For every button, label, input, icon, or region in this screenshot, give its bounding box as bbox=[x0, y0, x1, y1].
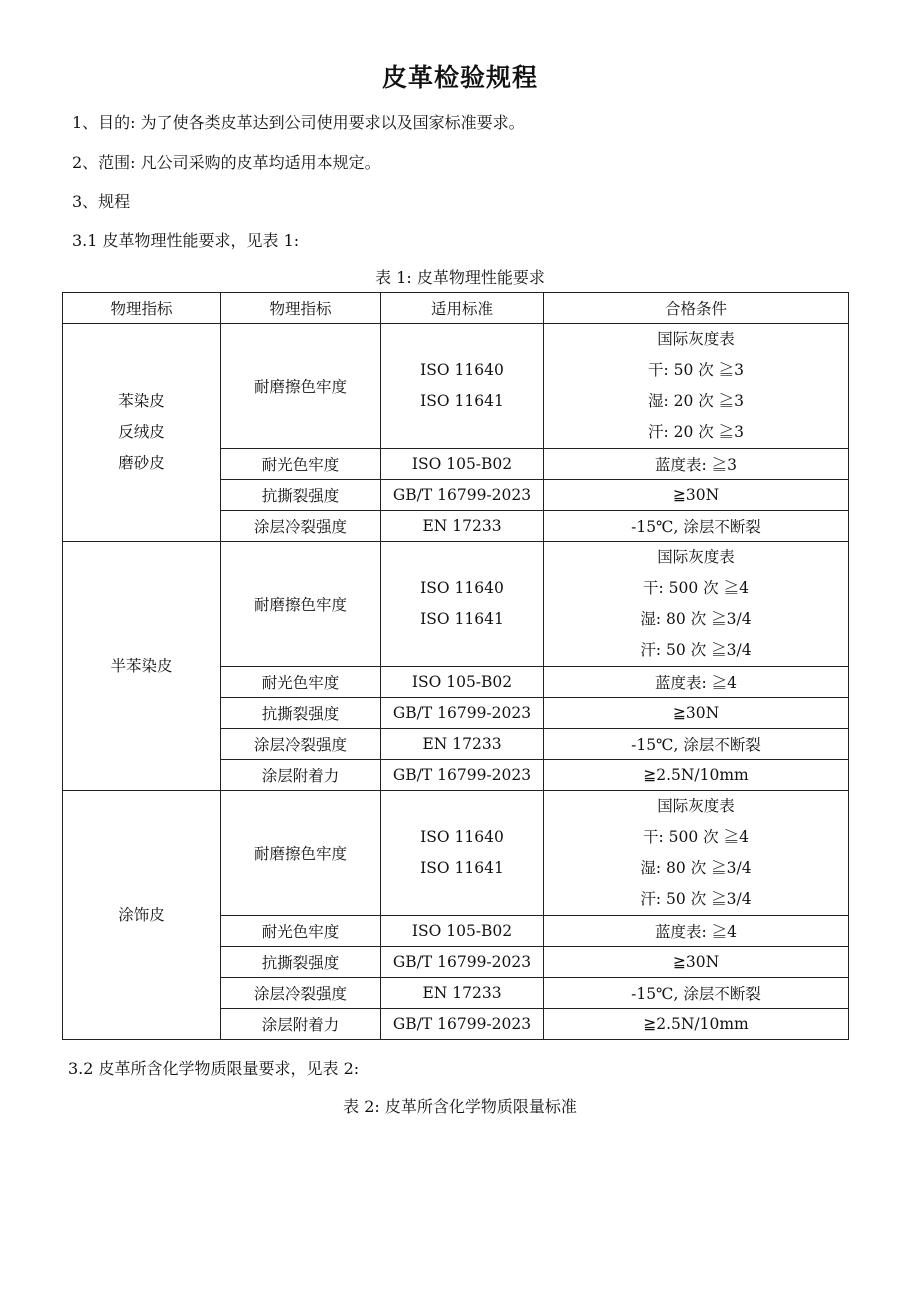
condition-line: 干: 500 次 ≧4 bbox=[643, 828, 749, 846]
item-cell: 抗撕裂强度 bbox=[221, 698, 381, 729]
header-cell: 合格条件 bbox=[544, 293, 849, 324]
category-label: 苯染皮 bbox=[118, 392, 165, 410]
item-cell: 涂层冷裂强度 bbox=[221, 729, 381, 760]
document-title: 皮革检验规程 bbox=[381, 63, 538, 92]
standard-line: ISO 11641 bbox=[420, 859, 504, 877]
condition-line: 国际灰度表 bbox=[657, 548, 735, 566]
table-row bbox=[63, 542, 849, 667]
condition-line: 干: 500 次 ≧4 bbox=[643, 579, 749, 597]
item-cell: 耐磨擦色牢度 bbox=[221, 324, 381, 449]
standard-cell: GB/T 16799-2023 bbox=[381, 698, 544, 729]
condition-line: 湿: 80 次 ≧3/4 bbox=[640, 610, 752, 628]
category-cell bbox=[63, 791, 221, 1040]
category-label: 磨砂皮 bbox=[118, 454, 165, 472]
condition-cell: 蓝度表: ≧3 bbox=[544, 449, 849, 480]
header-cell: 适用标准 bbox=[381, 293, 544, 324]
condition-cell: ≧30N bbox=[544, 947, 849, 978]
condition-line: 国际灰度表 bbox=[657, 330, 735, 348]
table-row bbox=[63, 791, 849, 916]
physical-properties-table bbox=[62, 292, 849, 1040]
standard-cell: GB/T 16799-2023 bbox=[381, 760, 544, 791]
standard-cell: EN 17233 bbox=[381, 511, 544, 542]
condition-cell: 蓝度表: ≧4 bbox=[544, 916, 849, 947]
item-cell: 涂层附着力 bbox=[221, 1009, 381, 1040]
table1-caption: 表 1: 皮革物理性能要求 bbox=[375, 268, 545, 287]
condition-cell: ≧30N bbox=[544, 480, 849, 511]
condition-line: 汗: 50 次 ≧3/4 bbox=[640, 890, 752, 908]
condition-cell: ≧2.5N/10mm bbox=[544, 760, 849, 791]
standard-cell bbox=[381, 542, 544, 667]
condition-line: 国际灰度表 bbox=[657, 797, 735, 815]
category-label: 反绒皮 bbox=[118, 423, 165, 441]
category-label: 半苯染皮 bbox=[110, 656, 173, 675]
purpose-paragraph: 1、目的: 为了使各类皮革达到公司使用要求以及国家标准要求。 bbox=[72, 113, 525, 132]
condition-cell: 蓝度表: ≧4 bbox=[544, 667, 849, 698]
condition-cell: ≧2.5N/10mm bbox=[544, 1009, 849, 1040]
item-cell: 抗撕裂强度 bbox=[221, 480, 381, 511]
standard-cell bbox=[381, 324, 544, 449]
header-cell: 物理指标 bbox=[221, 293, 381, 324]
standard-line: ISO 11640 bbox=[420, 828, 504, 846]
procedure-heading: 3、规程 bbox=[72, 192, 131, 211]
section-3-2-paragraph: 3.2 皮革所含化学物质限量要求，见表 2: bbox=[68, 1059, 360, 1078]
table-header-row bbox=[63, 293, 849, 324]
standard-cell: GB/T 16799-2023 bbox=[381, 480, 544, 511]
condition-line: 湿: 80 次 ≧3/4 bbox=[640, 859, 752, 877]
condition-cell: -15℃, 涂层不断裂 bbox=[544, 511, 849, 542]
standard-cell: EN 17233 bbox=[381, 729, 544, 760]
condition-line: 干: 50 次 ≧3 bbox=[647, 361, 745, 379]
standard-line: ISO 11640 bbox=[420, 579, 504, 597]
condition-cell bbox=[544, 791, 849, 916]
table-row bbox=[63, 324, 849, 449]
condition-line: 汗: 20 次 ≧3 bbox=[647, 423, 745, 441]
table2-caption: 表 2: 皮革所含化学物质限量标准 bbox=[343, 1097, 577, 1116]
header-cell: 物理指标 bbox=[63, 293, 221, 324]
standard-cell: ISO 105-B02 bbox=[381, 916, 544, 947]
condition-cell bbox=[544, 324, 849, 449]
item-cell: 涂层附着力 bbox=[221, 760, 381, 791]
condition-cell: -15℃, 涂层不断裂 bbox=[544, 978, 849, 1009]
standard-line: ISO 11640 bbox=[420, 361, 504, 379]
condition-line: 湿: 20 次 ≧3 bbox=[647, 392, 745, 410]
item-cell: 耐光色牢度 bbox=[221, 449, 381, 480]
condition-cell bbox=[544, 542, 849, 667]
item-cell: 抗撕裂强度 bbox=[221, 947, 381, 978]
standard-cell: ISO 105-B02 bbox=[381, 667, 544, 698]
standard-cell: EN 17233 bbox=[381, 978, 544, 1009]
item-cell: 涂层冷裂强度 bbox=[221, 511, 381, 542]
standard-cell: GB/T 16799-2023 bbox=[381, 1009, 544, 1040]
standard-cell: ISO 105-B02 bbox=[381, 449, 544, 480]
category-label: 涂饰皮 bbox=[118, 905, 165, 924]
section-3-1-paragraph: 3.1 皮革物理性能要求，见表 1: bbox=[72, 231, 300, 250]
item-cell: 耐光色牢度 bbox=[221, 667, 381, 698]
standard-line: ISO 11641 bbox=[420, 610, 504, 628]
condition-line: 汗: 50 次 ≧3/4 bbox=[640, 641, 752, 659]
condition-cell: ≧30N bbox=[544, 698, 849, 729]
category-cell bbox=[63, 542, 221, 791]
standard-line: ISO 11641 bbox=[420, 392, 504, 410]
standard-cell bbox=[381, 791, 544, 916]
item-cell: 涂层冷裂强度 bbox=[221, 978, 381, 1009]
category-cell bbox=[63, 324, 221, 542]
item-cell: 耐磨擦色牢度 bbox=[221, 791, 381, 916]
item-cell: 耐磨擦色牢度 bbox=[221, 542, 381, 667]
scope-paragraph: 2、范围: 凡公司采购的皮革均适用本规定。 bbox=[72, 153, 381, 172]
standard-cell: GB/T 16799-2023 bbox=[381, 947, 544, 978]
item-cell: 耐光色牢度 bbox=[221, 916, 381, 947]
condition-cell: -15℃, 涂层不断裂 bbox=[544, 729, 849, 760]
